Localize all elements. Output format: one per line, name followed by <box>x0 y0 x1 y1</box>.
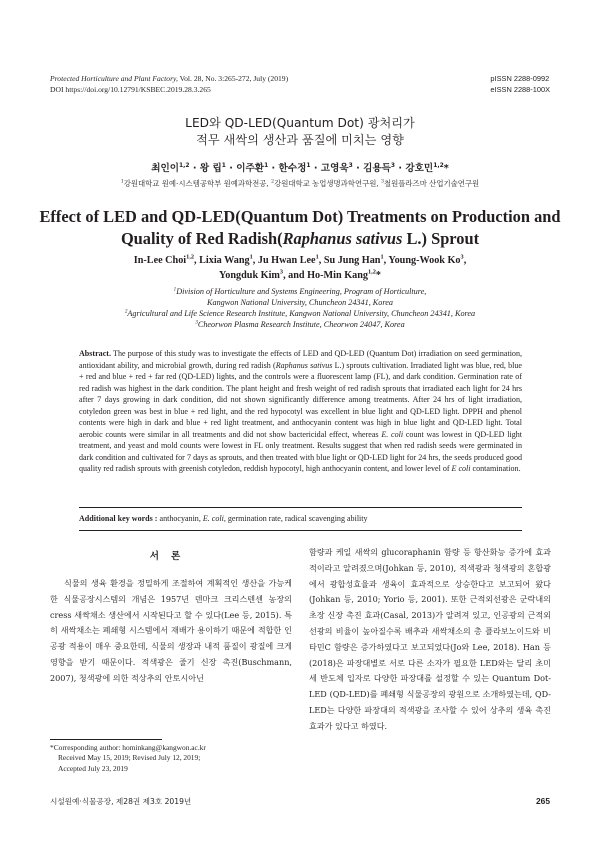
keywords-label: Additional key words : <box>79 514 158 523</box>
pissn: pISSN 2288-0992 <box>490 74 550 83</box>
korean-affiliation: $^1$강원대학교 원예·시스템공학부 원예과학전공, $^2$강원대학교 농업생명과학연구원, $^3$철원플라즈마 산업기술연구원 <box>120 179 480 188</box>
keywords-text: anthocyanin, E. coli, germination rate, radical scavenging ability <box>157 514 368 523</box>
english-affiliations <box>0 286 600 330</box>
abstract <box>79 348 522 475</box>
page-number: 265 <box>536 796 550 806</box>
keywords <box>79 514 522 523</box>
english-title-line: Effect of LED and QD-LED(Quantum Dot) Treatments on Production and <box>39 207 561 226</box>
intro-left-column: 식물의 생육 환경을 정밀하게 조절하여 계획적인 생산을 가능케 한 식물공장시스템의 개념은 1957년 덴마크 크리스텐센 농장의 cress 새싹채소 생산에서 시작된다고 할 수 있다(Lee 등, 2015). 특히 새싹채소는 폐쇄형 시스템에서 재배가 용이하기 때문에 적합한 인공광 적용이 매우 중요한데, 식물의 생장과 내적 품질이 광질에 크게 영향을 받기 때문이다. 적색광은 줄기 신장 촉진(Buschmann, 2007), 청색광에 의한 적상추의 안토시아닌 <box>50 578 292 683</box>
footnote-divider <box>50 739 162 740</box>
affiliation-line: $^3$Cheorwon Plasma Research Institute, Cheorwon 24047, Korea <box>195 319 405 329</box>
abstract-text: The purpose of this study was to investigate the effects of LED and QD-LED (Quantum Dot) irradiation on seed germination, antioxidant ability, and microbial growth, during red radish (Raphanus sativus L.) sprouts cultivation. Irradiated light was blue, red, blue + red and blue + red + far red (QD-LED) lights, and the controls were a fluorescent lamp (FL), and dark condition. Germination rate of red radish was highest in the dark condition. The plant height and fresh weight of red radish sprouts that irradiated each light for 24 hrs after 7 days growing in dark condition, did not shown significantly difference among treatments. After 24 hrs of light irradiation, cotyledon green was best in blue + red light, and the red hypocotyl was excellent in blue light and QD-LED light. DPPH and phenol contents were high in dark and blue + red light treatment, and anthocyanin content was high in blue light and QD-LED light. Total aerobic counts were similar in all treatments and did not show bactericidal effect, whereas E. coli count was lowest in QD-LED light treatment, and yeast and mold counts were lowest in FL only treatment. Results suggest that when red radish seeds were germinated in dark condition and cultivated for 7 days as sprouts, and then treated with blue light or QD-LED light for 24 hrs, the seeds produced good quality red radish sprouts with greenish cotyledon, reddish hypocotyl, high anthocyanin content, and lower level of E coli contamination. <box>79 349 522 473</box>
divider-top <box>79 507 522 508</box>
korean-title-line: 적무 새싹의 생산과 품질에 미치는 영향 <box>196 133 404 147</box>
eissn: eISSN 2288-100X <box>490 85 550 94</box>
korean-authors: 최인이$^{1,2}$ · 왕 립$^1$ · 이주환$^1$ · 한수정$^1$ · 고영욱$^3$ · 김용득$^3$ · 강호민$^{1,2}$* <box>151 161 449 174</box>
korean-title <box>0 115 600 149</box>
corresponding-author: *Corresponding author: hominkang@kangwon.ac.kr <box>50 743 206 752</box>
intro-right-column: 함량과 케일 새싹의 glucoraphanin 함량 등 항산화능 증가에 효과적이라고 알려졌으며(Johkan 등, 2010), 적색광과 청색광의 혼합광에서 광합성효율과 생육이 효과적으로 상승한다고 보고되어 왔다(Johkan 등, 2010; Yorio 등, 2001). 또한 근적외선광은 군락내의 초장 신장 촉진 효과(Casal, 2013)가 알려져 있고, 인공광의 근적외선광의 비율이 높아질수록 배추과 새싹채소의 총 플라보노이드와 비타민C 함량은 증가하였다고 보고되었다(Jo와 Lee, 2018). Han 등(2018)은 파장대별로 서로 다른 소자가 필요한 LED와는 달리 초미세 반도체 입자로 다양한 파장대를 설정할 수 있는 Quantum Dot-LED (QD-LED)를 폐쇄형 식물공장의 광원으로 소개하였는데, QD-LED는 다양한 파장대의 적색광을 조사할 수 있어 상추의 생육 촉진 효과가 있다고 하였다. <box>309 547 551 731</box>
english-authors <box>0 253 600 283</box>
author-line: Yongduk Kim$^3$, and Ho-Min Kang$^{1,2}$* <box>219 268 381 281</box>
footnote <box>50 743 300 774</box>
english-title <box>0 206 600 250</box>
running-header-right <box>490 73 550 95</box>
journal-name: Protected Horticulture and Plant Factory, <box>50 74 178 83</box>
korean-title-line: LED와 QD-LED(Quantum Dot) 광처리가 <box>185 116 415 130</box>
author-line: In-Lee Choi$^{1,2}$, Lixia Wang$^1$, Ju Hwan Lee$^1$, Su Jung Han$^1$, Young-Wook Ko$^3$, <box>133 253 467 266</box>
page-footer-journal: 시설원예·식물공장, 제28권 제3호 2019년 <box>50 797 192 806</box>
divider-bottom <box>79 530 522 531</box>
abstract-label: Abstract. <box>79 349 111 358</box>
running-header-left <box>50 73 288 95</box>
accepted-date: Accepted July 23, 2019 <box>58 763 128 773</box>
english-title-line: Quality of Red Radish(Raphanus sativus L.) Sprout <box>120 229 480 248</box>
affiliation-line: Kangwon National University, Chuncheon 24341, Korea <box>207 298 393 307</box>
doi-link[interactable]: DOI https://doi.org/10.12791/KSBEC.2019.28.3.265 <box>50 85 211 94</box>
affiliation-line: $^2$Agricultural and Life Science Research Institute, Kangwon National University, Chuncheon 24341, Korea <box>124 308 476 318</box>
affiliation-line: $^1$Division of Horticulture and Systems Engineering, Program of Horticulture, <box>173 286 427 296</box>
citation: Vol. 28, No. 3:265-272, July (2019) <box>177 74 289 83</box>
received-date: Received May 15, 2019; Revised July 12, 2019; <box>58 753 201 763</box>
section-heading-intro: 서론 <box>149 551 193 562</box>
